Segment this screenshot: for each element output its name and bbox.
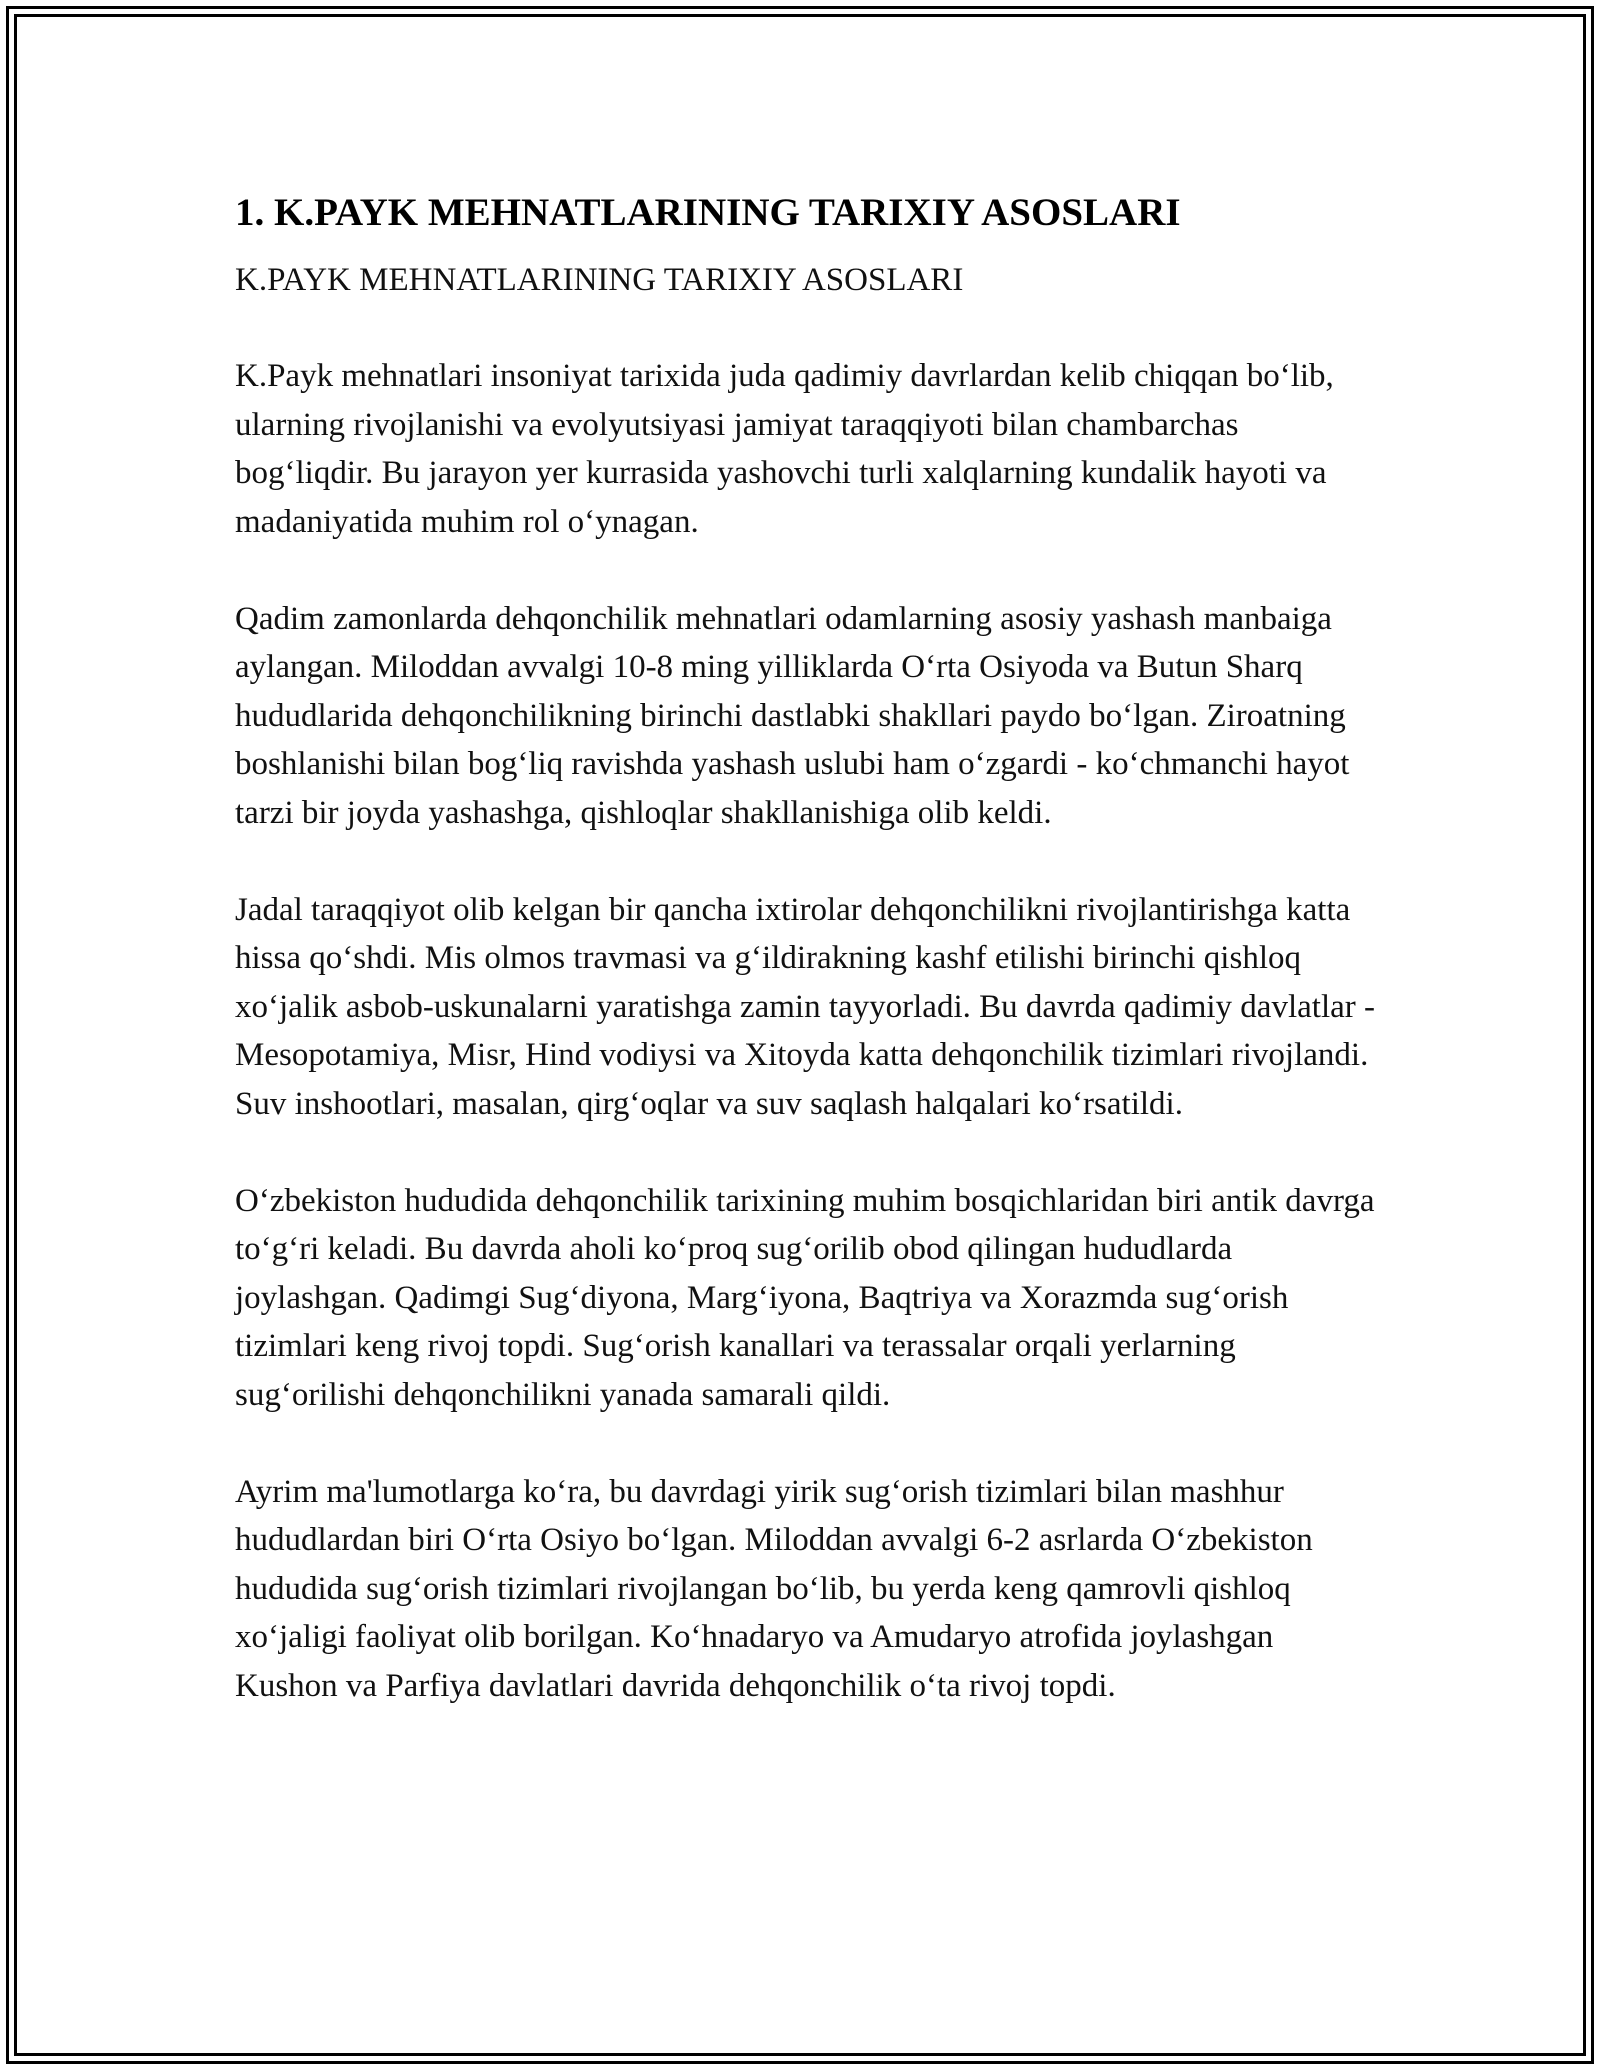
- paragraph: K.Payk mehnatlari insoniyat tarixida juda qadimiy davrlardan kelib chiqqan bo‘lib, ularning rivojlanishi va evolyutsiyasi jamiyat taraqqiyoti bilan chambarchas bog‘liqdir. Bu jarayon yer kurrasida yashovchi turli xalqlarning kundalik hayoti va madaniyatida muhim rol o‘ynagan.: [235, 358, 1334, 540]
- document-title: 1. K.PAYK MEHNATLARINING TARIXIY ASOSLARI: [235, 191, 1181, 234]
- paragraph: Jadal taraqqiyot olib kelgan bir qancha ixtirolar dehqonchilikni rivojlantirishga katta hissa qo‘shdi. Mis olmos travmasi va g‘ildirakning kashf etilishi birinchi qishloq xo‘jalik asbob-uskunalarni yaratishga zamin tayyorladi. Bu davrda qadimiy davlatlar - Mesopotamiya, Misr, Hind vodiysi va Xitoyda katta dehqonchilik tizimlari rivojlandi. Suv inshootlari, masalan, qirg‘oqlar va suv saqlash halqalari ko‘rsatildi.: [235, 891, 1375, 1122]
- document-body: [235, 188, 1375, 1710]
- paragraph: Qadim zamonlarda dehqonchilik mehnatlari odamlarning asosiy yashash manbaiga aylangan. Miloddan avvalgi 10-8 ming yilliklarda O‘rta Osiyoda va Butun Sharq hududlarida dehqonchilikning birinchi dastlabki shakllari paydo bo‘lgan. Ziroatning boshlanishi bilan bog‘liq ravishda yashash uslubi ham o‘zgardi - ko‘chmanchi hayot tarzi bir joyda yashashga, qishloqlar shakllanishiga olib keldi.: [235, 600, 1350, 831]
- paragraph: Ayrim ma'lumotlarga ko‘ra, bu davrdagi yirik sug‘orish tizimlari bilan mashhur hududlardan biri O‘rta Osiyo bo‘lgan. Miloddan avvalgi 6-2 asrlarda O‘zbekiston hududida sug‘orish tizimlari rivojlangan bo‘lib, bu yerda keng qamrovli qishloq xo‘jaligi faoliyat olib borilgan. Ko‘hnadaryo va Amudaryo atrofida joylashgan Kushon va Parfiya davlatlari davrida dehqonchilik o‘ta rivoj topdi.: [235, 1473, 1313, 1704]
- paragraph: O‘zbekiston hududida dehqonchilik tarixining muhim bosqichlaridan biri antik davrga to‘g‘ri keladi. Bu davrda aholi ko‘proq sug‘orilib obod qilingan hududlarda joylashgan. Qadimgi Sug‘diyona, Marg‘iyona, Baqtriya va Xorazmda sug‘orish tizimlari keng rivoj topdi. Sug‘orish kanallari va terassalar orqali yerlarning sug‘orilishi dehqonchilikni yanada samarali qildi.: [235, 1182, 1375, 1413]
- document-subtitle: K.PAYK MEHNATLARINING TARIXIY ASOSLARI: [235, 262, 964, 298]
